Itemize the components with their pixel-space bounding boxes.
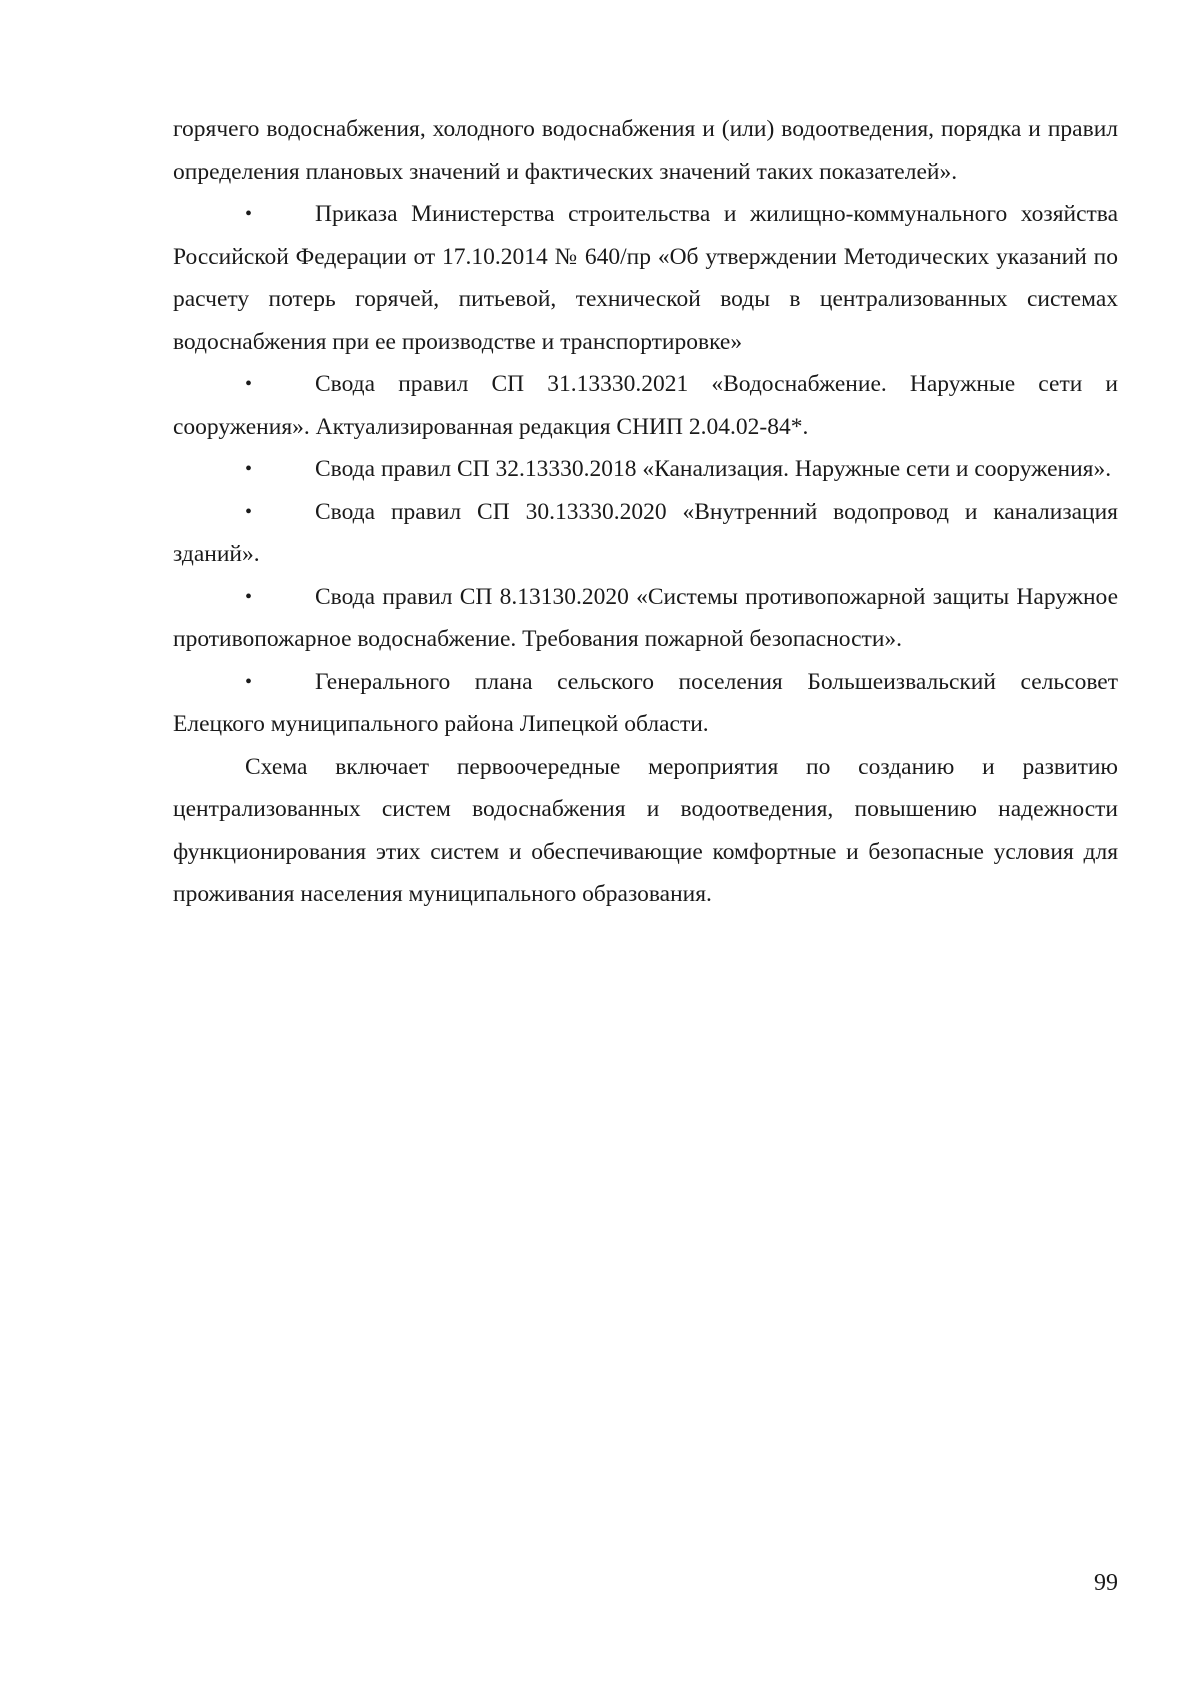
- list-item-text: Генерального плана сельского поселения Большеизвальский сельсовет Елецкого муниципального района Липецкой области.: [173, 668, 1118, 737]
- list-item-text: Свода правил СП 8.13130.2020 «Системы противопожарной защиты Наружное противопожарное водоснабжение. Требования пожарной безопасности».: [173, 583, 1118, 652]
- list-item: [173, 661, 1118, 746]
- bullet-icon: •: [245, 500, 253, 523]
- list-item: [173, 576, 1118, 661]
- bullet-icon: •: [245, 670, 253, 693]
- page-number: 99: [1094, 1570, 1118, 1596]
- list-item-text: Приказа Министерства строительства и жилищно-коммунального хозяйства Российской Федерации от 17.10.2014 № 640/пр «Об утверждении Методических указаний по расчету потерь горячей, питьевой, технической воды в централизованных системах водоснабжения при ее производстве и транспортировке»: [173, 201, 1118, 355]
- document-body: [173, 108, 1118, 916]
- bullet-icon: •: [245, 585, 253, 608]
- list-item-text: Свода правил СП 30.13330.2020 «Внутренний водопровод и канализация зданий».: [173, 498, 1118, 567]
- list-item: [173, 363, 1118, 448]
- bullet-icon: •: [245, 458, 253, 480]
- intro-paragraph: горячего водоснабжения, холодного водоснабжения и (или) водоотведения, порядка и правил определения плановых значений и фактических значений таких показателей».: [173, 116, 1118, 185]
- bullet-icon: •: [245, 373, 253, 395]
- closing-paragraph: Схема включает первоочередные мероприятия по созданию и развитию централизованных систем водоснабжения и водоотведения, повышению надежности функционирования этих систем и обеспечивающие комфортные и безопасные условия для проживания населения муниципального образования.: [173, 753, 1118, 907]
- list-item-text: Свода правил СП 32.13330.2018 «Канализация. Наружные сети и сооружения».: [315, 456, 1112, 482]
- list-item: [173, 448, 1118, 491]
- list-item: [173, 491, 1118, 576]
- bullet-list: [173, 193, 1118, 746]
- list-item: [173, 193, 1118, 363]
- bullet-icon: •: [245, 203, 253, 225]
- list-item-text: Свода правил СП 31.13330.2021 «Водоснабжение. Наружные сети и сооружения». Актуализированная редакция СНИП 2.04.02-84*.: [173, 371, 1118, 440]
